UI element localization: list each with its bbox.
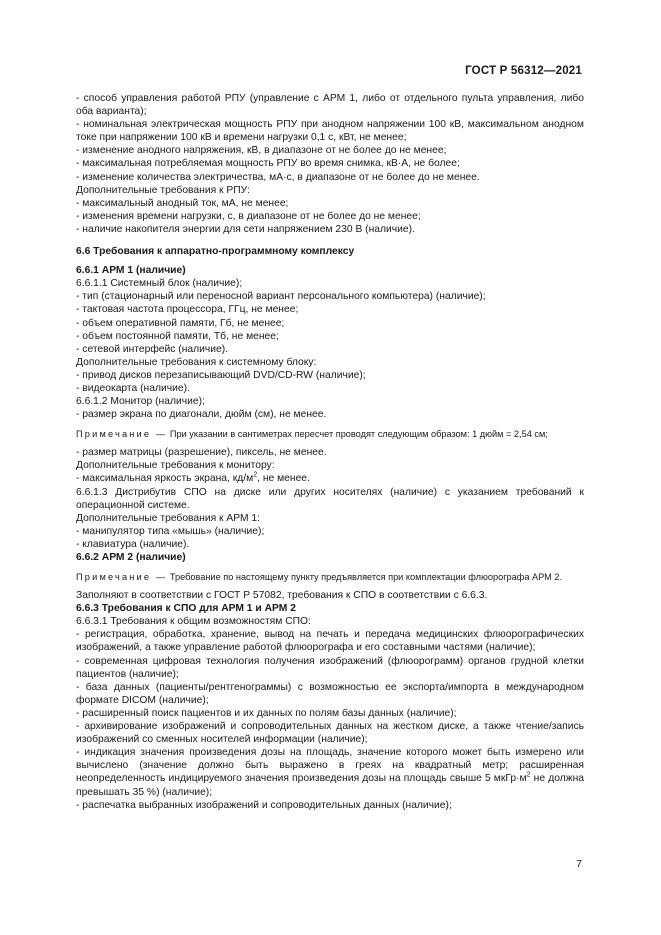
- list-item: - клавиатура (наличие).: [76, 538, 190, 550]
- list-item: - максимальная потребляемая мощность РПУ во время снимка, кВ·А, не более;: [76, 158, 460, 170]
- list-item: - изменение количества электричества, мА·с, в диапазоне от не более до не менее.: [76, 171, 480, 183]
- note-text: При указании в сантиметрах пересчет проводят следующим образом: 1 дюйм = 2,54 см;: [169, 429, 548, 440]
- list-item: - распечатка выбранных изображений и сопроводительных данных (наличие);: [76, 799, 452, 811]
- list-item: - привод дисков перезаписывающий DVD/CD-RW (наличие);: [76, 369, 366, 381]
- note-text: Требование по настоящему пункту предъявляется при комплектации флюорографа АРМ 2.: [169, 572, 563, 583]
- subsection-heading-6-6-3: 6.6.3 Требования к СПО для АРМ 1 и АРМ 2: [76, 603, 296, 615]
- paragraph: 6.6.1.3 Дистрибутив СПО на диске или других носителях (наличие) с указанием требований к операционной системе.: [76, 486, 584, 511]
- text-run: , не менее.: [257, 473, 310, 485]
- list-item: [76, 746, 584, 798]
- list-item: - архивирование изображений и сопроводительных данных на жестком диске, а также чтение/запись изображений со сменных носителей информации (наличие);: [76, 721, 584, 746]
- page-number: 7: [576, 858, 582, 870]
- list-item: - манипулятор типа «мышь» (наличие);: [76, 525, 265, 537]
- list-item: - размер экрана по диагонали, дюйм (см), не менее.: [76, 409, 327, 421]
- list-item: - максимальный анодный ток, мА, не менее;: [76, 197, 289, 209]
- list-item: - изменения времени нагрузки, с, в диапазоне от не более до не менее;: [76, 210, 421, 222]
- text-run: - максимальная яркость экрана, кд/м: [76, 473, 254, 485]
- list-item: - сетевой интерфейс (наличие).: [76, 343, 229, 355]
- paragraph: 6.6.3.1 Требования к общим возможностям СПО:: [76, 616, 311, 628]
- paragraph: Дополнительные требования к системному блоку:: [76, 356, 317, 368]
- text-run: - индикация значения произведения дозы на площадь, значение которого может быть измерено или вычислено (значение должно быть выражено в греях на квадратный метр; расширенная неопределенность индицируемого значения произведения дозы на площадь свыше 5 мкГр·м: [76, 747, 584, 785]
- paragraph: 6.6.1.1 Системный блок (наличие);: [76, 278, 243, 290]
- subsection-heading-6-6-2: 6.6.2 АРМ 2 (наличие): [76, 552, 186, 563]
- list-item: - современная цифровая технология получения изображений (флюорограмм) органов грудной клетки пациентов (наличие);: [76, 655, 584, 680]
- section-heading-6-6: 6.6 Требования к аппаратно-программному комплексу: [76, 246, 355, 258]
- list-item: - размер матрицы (разрешение), пиксель, не менее.: [76, 447, 327, 459]
- list-item: - наличие накопителя энергии для сети напряжением 230 В (наличие).: [76, 223, 415, 235]
- paragraph: Заполняют в соответствии с ГОСТ Р 57082, требования к СПО в соответствии с 6.6.3.: [76, 590, 488, 602]
- list-item: - объем оперативной памяти, Гб, не менее;: [76, 317, 285, 329]
- superscript: 2: [253, 472, 258, 480]
- paragraph: Дополнительные требования к АРМ 1:: [76, 512, 261, 524]
- note-label: Примечание —: [76, 572, 168, 583]
- paragraph: 6.6.1.2 Монитор (наличие);: [76, 396, 205, 408]
- paragraph: Дополнительные требования к монитору:: [76, 460, 275, 472]
- note-block: [76, 571, 584, 583]
- list-item: - расширенный поиск пациентов и их данных по полям базы данных (наличие);: [76, 707, 457, 719]
- note-block: [76, 428, 584, 440]
- list-item: [76, 472, 584, 485]
- list-item: - номинальная электрическая мощность РПУ при анодном напряжении 100 кВ, максимальном анодном токе при напряжении 100 кВ и времени нагрузки 0,1 с, кВт, не менее;: [76, 119, 584, 144]
- page-body: [76, 92, 584, 812]
- list-item: - способ управления работой РПУ (управление с АРМ 1, либо от отдельного пульта управления, либо оба варианта);: [76, 93, 584, 118]
- list-item: - объем постоянной памяти, Тб, не менее;: [76, 330, 279, 342]
- subsection-heading-6-6-1: 6.6.1 АРМ 1 (наличие): [76, 265, 186, 277]
- list-item: - регистрация, обработка, хранение, вывод на печать и передача медицинских флюорографических изображений, а также управление работой флюорографа и его составными частями (наличие);: [76, 629, 584, 654]
- list-item: - изменение анодного напряжения, кВ, в диапазоне от не более до не менее;: [76, 145, 447, 157]
- list-item: - тип (стационарный или переносной вариант персонального компьютера) (наличие);: [76, 291, 486, 303]
- document-id-header: ГОСТ Р 56312—2021: [465, 65, 582, 77]
- list-item: - видеокарта (наличие).: [76, 382, 190, 394]
- superscript: 2: [526, 771, 531, 779]
- list-item: - тактовая частота процессора, ГГц, не менее;: [76, 304, 299, 316]
- paragraph: Дополнительные требования к РПУ:: [76, 184, 250, 196]
- list-item: - база данных (пациенты/рентгенограммы) с возможностью ее экспорта/импорта в международном формате DICOM (наличие);: [76, 681, 584, 706]
- text-run: не должна превышать 35 %) (наличие);: [76, 773, 585, 798]
- note-label: Примечание —: [76, 429, 168, 440]
